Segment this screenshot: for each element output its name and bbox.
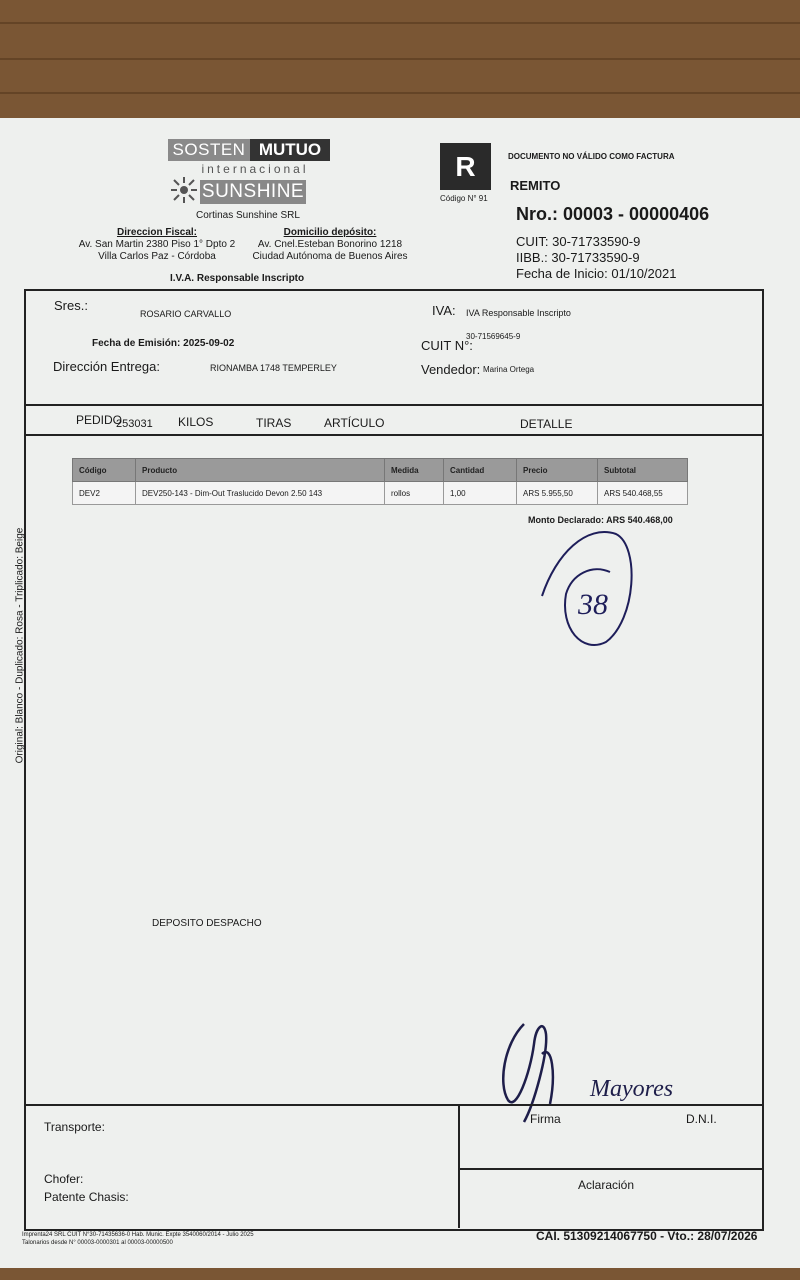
deposit-dispatch: DEPOSITO DESPACHO bbox=[152, 918, 262, 929]
cell-producto: DEV250-143 - Dim-Out Traslucido Devon 2.50 143 bbox=[136, 482, 385, 505]
divider bbox=[458, 1104, 460, 1228]
deposit-address bbox=[240, 227, 420, 263]
handwritten-signature bbox=[494, 1014, 694, 1132]
start-date: Fecha de Inicio: 01/10/2021 bbox=[516, 266, 677, 281]
table-row bbox=[73, 482, 688, 505]
printer-line2: Talonarios desde N° 00003-0000301 al 00003-00000500 bbox=[22, 1240, 173, 1246]
logo-word-mutuo: MUTUO bbox=[250, 139, 330, 161]
iva-value: IVA Responsable Inscripto bbox=[466, 308, 571, 318]
wood-grain bbox=[0, 58, 800, 60]
signature-label: Firma bbox=[530, 1112, 561, 1126]
cell-cantidad: 1,00 bbox=[444, 482, 517, 505]
articulo-label: ARTÍCULO bbox=[324, 416, 385, 430]
circled-number: 38 bbox=[578, 588, 608, 621]
address-label: Dirección Entrega: bbox=[53, 359, 160, 374]
clarification-label: Aclaración bbox=[578, 1178, 635, 1192]
cell-precio: ARS 5.955,50 bbox=[517, 482, 598, 505]
seller-label: Vendedor: bbox=[421, 362, 481, 377]
divider bbox=[24, 404, 762, 406]
signature-name: Mayores bbox=[590, 1076, 674, 1102]
logo-word-sunshine: SUNSHINE bbox=[201, 181, 305, 202]
pedido-value: 253031 bbox=[116, 418, 153, 430]
handwritten-circle-mark bbox=[536, 524, 640, 650]
sun-icon bbox=[170, 176, 198, 204]
cuit-value: 30-71569645-9 bbox=[466, 332, 521, 341]
iva-condition: I.V.A. Responsable Inscripto bbox=[170, 273, 305, 284]
cuit: CUIT: 30-71733590-9 bbox=[516, 234, 641, 249]
deposit-title: Domicilio depósito: bbox=[283, 227, 377, 238]
deposit-line1: Av. Cnel.Esteban Bonorino 1218 bbox=[257, 239, 403, 250]
printer-info bbox=[22, 1231, 254, 1247]
dni-label: D.N.I. bbox=[686, 1112, 717, 1126]
fiscal-address bbox=[62, 227, 252, 263]
tiras-label: TIRAS bbox=[256, 416, 292, 430]
table-header-row bbox=[73, 459, 688, 482]
header-precio: Precio bbox=[517, 459, 598, 482]
printer-line1: Imprenta24 SRL CUIT N°30-71435636-0 Hab. Munic. Expte 3540060/2014 - Julio 2025 bbox=[22, 1232, 254, 1238]
declared-amount: Monto Declarado: ARS 540.468,00 bbox=[528, 515, 673, 525]
company-name: Cortinas Sunshine SRL bbox=[196, 210, 300, 221]
driver-label: Chofer: bbox=[44, 1172, 84, 1186]
transport-label: Transporte: bbox=[44, 1120, 105, 1134]
fiscal-line1: Av. San Martin 2380 Piso 1° Dpto 2 bbox=[78, 239, 236, 250]
logo-word-internacional: internacional bbox=[201, 162, 309, 176]
cell-medida: rollos bbox=[385, 482, 444, 505]
emission-date: Fecha de Emisión: 2025-09-02 bbox=[92, 338, 235, 349]
copy-color-note: Original: Blanco - Duplicado: Rosa - Triplicado: Beige bbox=[14, 527, 26, 764]
not-valid-notice: DOCUMENTO NO VÁLIDO COMO FACTURA bbox=[508, 152, 675, 161]
iva-label: IVA: bbox=[432, 303, 456, 318]
remito-number: Nro.: 00003 - 00000406 bbox=[516, 204, 710, 224]
kilos-label: KILOS bbox=[178, 415, 214, 429]
header-producto: Producto bbox=[136, 459, 385, 482]
plate-label: Patente Chasis: bbox=[44, 1190, 129, 1204]
tax-ids bbox=[516, 234, 676, 282]
seller-value: Marina Ortega bbox=[483, 365, 535, 374]
sres-value: ROSARIO CARVALLO bbox=[140, 309, 232, 319]
cell-subtotal: ARS 540.468,55 bbox=[598, 482, 688, 505]
fiscal-title: Direccion Fiscal: bbox=[116, 227, 198, 238]
sres-label: Sres.: bbox=[54, 298, 88, 313]
wood-grain bbox=[0, 22, 800, 24]
logo-word-sosten: SOSTEN bbox=[168, 139, 250, 161]
cai: CAI. 51309214067750 - Vto.: 28/07/2026 bbox=[536, 1229, 758, 1243]
header-codigo: Código bbox=[73, 459, 136, 482]
document-letter: R bbox=[440, 143, 491, 190]
items-table bbox=[72, 458, 688, 505]
divider bbox=[24, 434, 762, 436]
header-medida: Medida bbox=[385, 459, 444, 482]
detalle-label: DETALLE bbox=[520, 417, 573, 431]
cuit-label: CUIT N°: bbox=[421, 338, 473, 353]
letter-code: Código N° 91 bbox=[440, 194, 488, 203]
fiscal-line2: Villa Carlos Paz - Córdoba bbox=[98, 251, 216, 262]
divider bbox=[24, 1104, 762, 1106]
header-cantidad: Cantidad bbox=[444, 459, 517, 482]
cell-codigo: DEV2 bbox=[73, 482, 136, 505]
wood-grain bbox=[0, 92, 800, 94]
iibb: IIBB.: 30-71733590-9 bbox=[516, 250, 640, 265]
header-subtotal: Subtotal bbox=[598, 459, 688, 482]
pedido-label: PEDIDO bbox=[76, 413, 123, 427]
divider bbox=[458, 1168, 762, 1170]
doc-type: REMITO bbox=[510, 178, 561, 193]
deposit-line2: Ciudad Autónoma de Buenos Aires bbox=[252, 251, 408, 262]
address-value: RIONAMBA 1748 TEMPERLEY bbox=[210, 363, 337, 373]
